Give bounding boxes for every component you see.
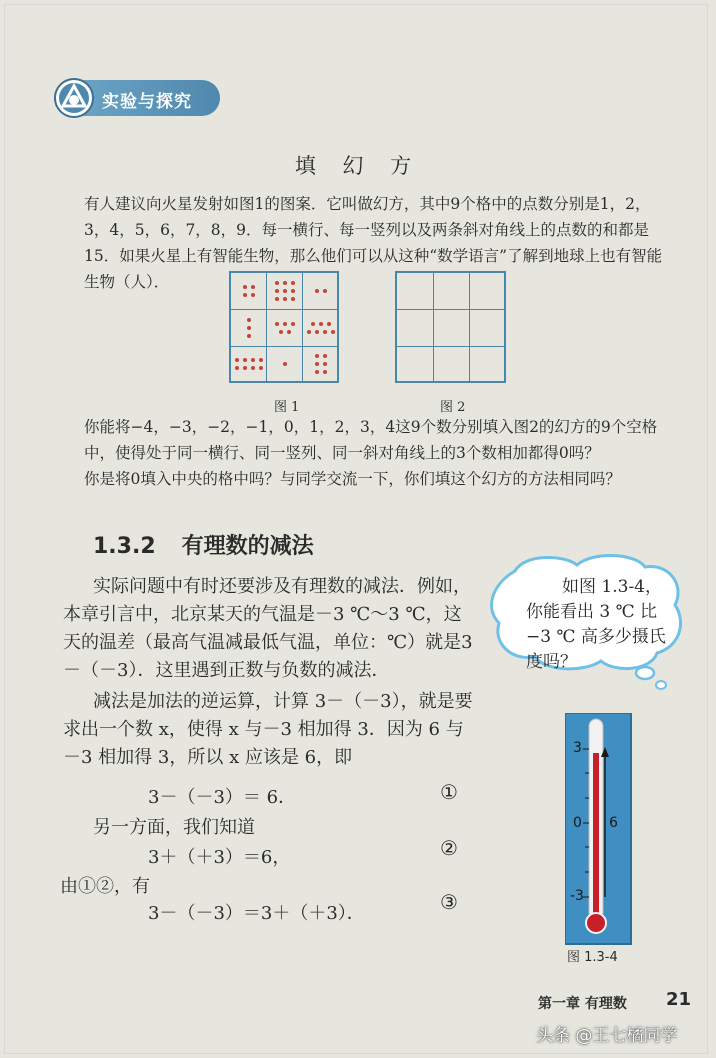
magic-square-dot <box>291 281 295 285</box>
magic-square-figure-2 <box>395 271 506 383</box>
thermometer-difference: 6 <box>609 815 618 831</box>
equation-3: 3－（－3）＝3＋（＋3）． <box>148 903 365 924</box>
magic-square-dot <box>251 293 255 297</box>
magic-square-dot <box>259 358 263 362</box>
section-heading <box>93 529 314 560</box>
bubble-question: 如图 1.3-4，你能看出 3 ℃ 比 −3 ℃ 高多少摄氏度吗？ <box>526 577 666 672</box>
magic-square-dot <box>283 289 287 293</box>
magic-square-dot <box>287 330 291 334</box>
footer-chapter: 第一章 有理数 <box>538 996 627 1012</box>
magic-square-dot <box>323 289 327 293</box>
magic-square-dot <box>331 330 335 334</box>
magic-square-dot <box>307 330 311 334</box>
magic-square-dot <box>247 326 251 330</box>
thermometer-label-top: 3 <box>573 740 582 756</box>
magic-square-dot <box>319 322 323 326</box>
magic-square-dot <box>311 322 315 326</box>
magic-square-dot <box>251 285 255 289</box>
figure-2-caption: 图 2 <box>440 400 466 415</box>
magic-square-dot <box>275 297 279 301</box>
magic-square-dot <box>259 366 263 370</box>
magic-square-dot <box>283 362 287 366</box>
thermometer-label-mid: 0 <box>573 815 582 831</box>
body-paragraph-2: 减法是加法的逆运算，计算 3－（－3），就是要求出一个数 x，使得 x 与－3 相加得 3．因为 6 与－3 相加得 3，所以 x 应该是 6，即 <box>63 691 473 768</box>
equation-2: 3＋（＋3）＝6， <box>148 847 291 868</box>
magic-square-dot <box>315 330 319 334</box>
body-other-hand: 另一方面，我们知道 <box>93 817 255 838</box>
page-number: 21 <box>666 989 692 1010</box>
magic-square-dot <box>315 362 319 366</box>
section-badge <box>54 80 220 116</box>
magic-square-dot <box>275 281 279 285</box>
magic-square-dot <box>243 285 247 289</box>
watermark: 头条 @王七橘同学 <box>536 1026 678 1046</box>
magic-square-dot <box>275 322 279 326</box>
explore-intro: 有人建议向火星发射如图1的图案．它叫做幻方，其中9个格中的点数分别是1，2，3，4，5，6，7，8，9．每一横行、每一竖列以及两条斜对角线上的点数的和都是15．如果火星上有智能生物，那么他们可以从这种“数学语言”了解到地球上也有智能生物（人）． <box>84 195 663 291</box>
magic-square-dot <box>279 330 283 334</box>
magic-square-dot <box>323 354 327 358</box>
magic-square-dot <box>323 330 327 334</box>
magic-square-dot <box>251 358 255 362</box>
magic-square-dot <box>275 289 279 293</box>
equation-2-mark: ② <box>440 836 458 860</box>
magic-square-dot <box>235 358 239 362</box>
badge-label: 实验与探究 <box>102 92 192 112</box>
triangle-logo-icon <box>54 78 94 118</box>
magic-square-dot <box>243 366 247 370</box>
equation-1-mark: ① <box>440 780 458 804</box>
body-from-label: 由①②，有 <box>60 876 150 897</box>
magic-square-dot <box>283 281 287 285</box>
magic-square-dot <box>323 370 327 374</box>
explore-title: 填 幻 方 <box>294 154 422 178</box>
thermometer-caption: 图 1.3-4 <box>567 950 618 965</box>
magic-square-dot <box>243 293 247 297</box>
body-paragraph-1: 实际问题中有时还要涉及有理数的减法．例如，本章引言中，北京某天的气温是－3 ℃～3 ℃，这天的温差（最高气温减最低气温，单位：℃）就是3－（－3）．这里遇到正数与负数的减法． <box>63 576 473 681</box>
explore-question-1: 你能将−4，−3，−2，−1，0，1，2，3，4这9个数分别填入图2的幻方的9个空格中，使得处于同一横行、同一竖列、同一斜对角线上的3个数相加都得0吗？ <box>84 418 658 462</box>
section-title: 有理数的减法 <box>181 534 314 559</box>
magic-square-dot <box>283 322 287 326</box>
magic-square-dot <box>291 297 295 301</box>
figure-1-caption: 图 1 <box>274 400 300 415</box>
magic-square-dot <box>247 318 251 322</box>
magic-square-dot <box>315 354 319 358</box>
magic-square-figure-1 <box>229 271 339 383</box>
magic-square-dot <box>315 289 319 293</box>
explore-question-2: 你是将0填入中央的格中吗？与同学交流一下，你们填这个幻方的方法相同吗？ <box>84 470 621 488</box>
magic-square-dot <box>247 334 251 338</box>
magic-square-dot <box>235 366 239 370</box>
magic-square-dot <box>251 366 255 370</box>
equation-3-mark: ③ <box>440 890 458 914</box>
magic-square-dot <box>243 358 247 362</box>
magic-square-dot <box>323 362 327 366</box>
magic-square-dot <box>291 289 295 293</box>
equation-1: 3－（－3）＝ 6． <box>148 787 297 808</box>
magic-square-dot <box>283 297 287 301</box>
magic-square-dot <box>315 370 319 374</box>
magic-square-dot <box>291 322 295 326</box>
thermometer-label-bottom: -3 <box>570 888 584 904</box>
magic-square-dot <box>327 322 331 326</box>
section-number: 1.3.2 <box>93 534 156 559</box>
